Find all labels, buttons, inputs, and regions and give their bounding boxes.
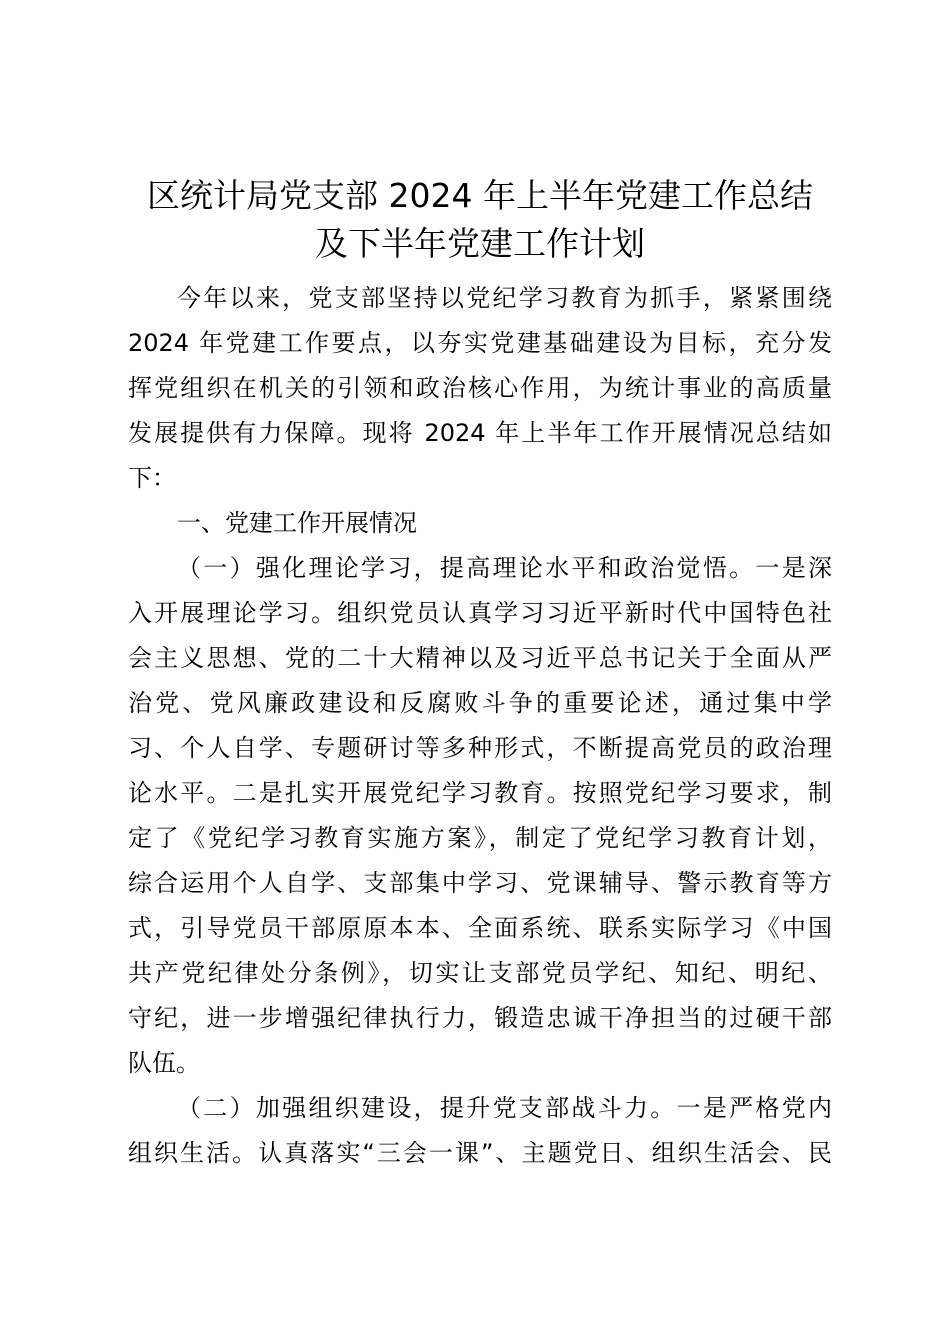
paragraph-1-line: 式，引导党员干部原原本本、全面系统、联系实际学习《中国 bbox=[128, 914, 832, 942]
paragraph-2-line: 组织生活。认真落实“三会一课”、主题党日、组织生活会、民 bbox=[128, 1139, 832, 1167]
intro-line: 挥党组织在机关的引领和政治核心作用，为统计事业的高质量 bbox=[128, 374, 832, 402]
paragraph-1-line: 论水平。二是扎实开展党纪学习教育。按照党纪学习要求，制 bbox=[128, 779, 832, 807]
paragraph-1-line: 共产党纪律处分条例》，切实让支部党员学纪、知纪、明纪、 bbox=[128, 959, 832, 987]
document-title-line-2: 及下半年党建工作计划 bbox=[315, 224, 645, 263]
paragraph-1-line: 综合运用个人自学、支部集中学习、党课辅导、警示教育等方 bbox=[128, 869, 832, 897]
section-heading: 一、党建工作开展情况 bbox=[177, 509, 417, 537]
paragraph-1-line: 入开展理论学习。组织党员认真学习习近平新时代中国特色社 bbox=[128, 599, 832, 627]
intro-line: 发展提供有力保障。现将 2024 年上半年工作开展情况总结如 bbox=[128, 419, 832, 447]
paragraph-1-line: 队伍。 bbox=[128, 1049, 200, 1077]
paragraph-1-line: 定了《党纪学习教育实施方案》，制定了党纪学习教育计划， bbox=[128, 824, 832, 852]
document-title-line-1: 区统计局党支部 2024 年上半年党建工作总结 bbox=[147, 176, 813, 215]
intro-line: 下： bbox=[128, 464, 176, 492]
intro-line: 今年以来，党支部坚持以党纪学习教育为抓手，紧紧围绕 bbox=[177, 284, 832, 312]
paragraph-1-line: 守纪，进一步增强纪律执行力，锻造忠诚干净担当的过硬干部 bbox=[128, 1004, 832, 1032]
paragraph-1-line: 习、个人自学、专题研讨等多种形式，不断提高党员的政治理 bbox=[128, 734, 832, 762]
paragraph-1-line: 治党、党风廉政建设和反腐败斗争的重要论述，通过集中学 bbox=[128, 689, 832, 717]
paragraph-1-line: 会主义思想、党的二十大精神以及习近平总书记关于全面从严 bbox=[128, 644, 832, 672]
intro-line: 2024 年党建工作要点，以夯实党建基础建设为目标，充分发 bbox=[128, 329, 832, 357]
paragraph-1-line: （一）强化理论学习，提高理论水平和政治觉悟。一是深 bbox=[177, 554, 832, 582]
paragraph-2-line: （二）加强组织建设，提升党支部战斗力。一是严格党内 bbox=[177, 1094, 832, 1122]
